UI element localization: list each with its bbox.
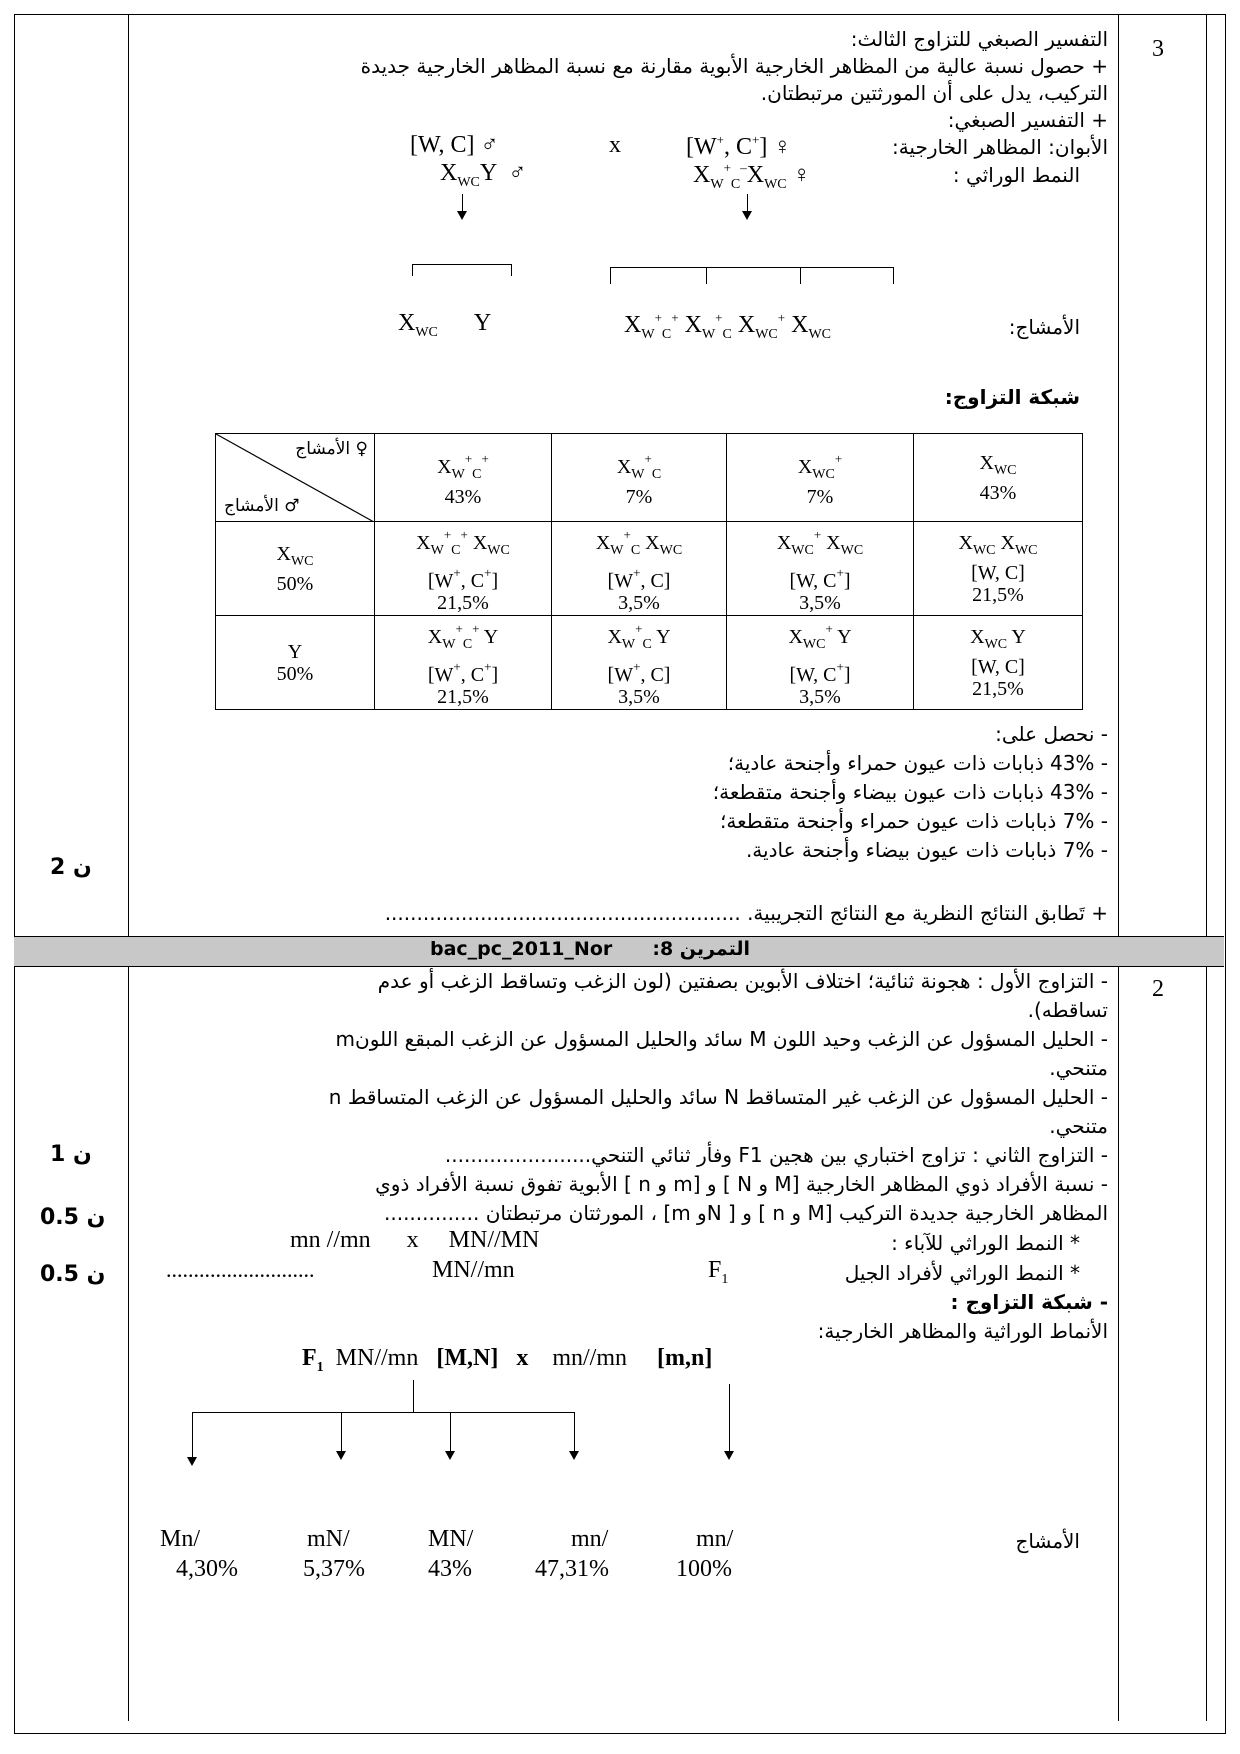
female-genotype: $X_W^+_C^-X_{WC}$ ♀ [693, 160, 811, 192]
section-b-line-1: - التزاوج الأول : هجونة ثنائية؛ اختلاف الأبوين بصفتين (لون الزغب وتساقط الزغب أو عدم [377, 969, 1108, 993]
question-number-b: 2 [1152, 976, 1164, 1002]
score-column-divider-b [128, 966, 129, 1721]
result-2: - 43% ذبابات ذات عيون بيضاء وأجنحة متقطعة؛ [712, 780, 1108, 804]
cell-1-4: $X_{WC}$ $X_{WC}$ [W, C] 21,5% [914, 522, 1083, 616]
conclusion: + تَطابق النتائج النظرية مع النتائج التجريبية. ........................................................ [384, 901, 1108, 925]
section-b-line-6: متنحي. [1049, 1114, 1108, 1138]
question-number-a: 3 [1152, 36, 1164, 62]
section-b-line-3: - الحليل المسؤول عن الزغب وحيد اللون M سائد والحليل المسؤول عن الزغب المبقع اللونm [335, 1027, 1108, 1051]
gamete-b-2: mN/ 5,37% [303, 1526, 365, 1582]
score-a: 2 ن [50, 855, 92, 880]
parents-genotype-label: * النمط الوراثي للآباء : [891, 1231, 1080, 1255]
result-4: - 7% ذبابات ذات عيون بيضاء وأجنحة عادية. [745, 838, 1108, 862]
cell-1-1: $X_W^+_C^+$ $X_{WC}$ [W+, C+] 21,5% [375, 522, 552, 616]
parents-genotype-value: mn //mn x MN//MN [290, 1227, 540, 1253]
score-b-3: 0.5 ن [40, 1262, 106, 1287]
female-gametes: $X_W^+_C^+$ $X_W^+_C$ $X_{WC}^+$ $X_{WC}$ [624, 310, 831, 342]
section-b-line-5: - الحليل المسؤول عن الزغب غير المتساقط N سائد والحليل المسؤول عن الزغب المتساقط n [328, 1085, 1108, 1109]
result-1: - 43% ذبابات ذات عيون حمراء وأجنحة عادية؛ [727, 751, 1108, 775]
gamete-b-3: MN/ 43% [428, 1526, 474, 1582]
gametes-label-b: الأمشاج [1015, 1529, 1080, 1553]
cell-2-3: $X_{WC}^+$ Y [W, C+] 3,5% [727, 616, 914, 710]
gametes-label-a: الأمشاج: [1008, 315, 1080, 339]
right-edge-divider [1206, 14, 1207, 936]
section-a-line-4: + التفسير الصبغي: [947, 108, 1108, 132]
section-a-line-1: التفسير الصبغي للتزاوج الثالث: [850, 27, 1108, 51]
results-title: - نحصل على: [995, 722, 1108, 746]
section-b-line-4: متنحي. [1049, 1056, 1108, 1080]
section-a-line-2: + حصول نسبة عالية من المظاهر الخارجية الأبوية مقارنة مع نسبة المظاهر الخارجية جديدة [360, 54, 1108, 78]
male-bracket [412, 264, 512, 265]
exercise-code: bac_pc_2011_Nor [430, 938, 613, 960]
female-bracket [610, 267, 894, 268]
male-phenotype: [W, C] ♂ [410, 132, 499, 158]
section-a-line-3: التركيب، يدل على أن المورثتين مرتبطتان. [760, 81, 1108, 105]
result-3: - 7% ذبابات ذات عيون حمراء وأجنحة متقطعة؛ [720, 809, 1108, 833]
cell-2-2: $X_W^+_C$ Y [W+, C] 3,5% [552, 616, 727, 710]
male-symbol: ♂ [480, 132, 499, 158]
genotype-label: النمط الوراثي : [952, 163, 1080, 187]
cross-line-b: $F_1$ MN//mn [M,N] x mn//mn [m,n] [302, 1345, 713, 1375]
right-edge-divider-b [1206, 966, 1207, 1721]
cell-1-2: $X_W^+_C$ $X_{WC}$ [W+, C] 3,5% [552, 522, 727, 616]
female-symbol: ♀ [773, 134, 792, 160]
gamete-b-1: Mn/ 4,30% [160, 1526, 238, 1582]
male-gamete-xwc: $X_{WC}$ 50% [216, 522, 375, 616]
section-b-line-7: - التزاوج الثاني : تزاوج اختباري بين هجين F1 وفأر ثنائي التنحي....................... [444, 1143, 1108, 1167]
crossing-grid [215, 433, 1083, 710]
f1-genotype-label: * النمط الوراثي لأفراد الجيل [844, 1261, 1080, 1285]
parent-gamete-arrow [729, 1384, 730, 1452]
cell-1-3: $X_{WC}^+$ $X_{WC}$ [W, C+] 3,5% [727, 522, 914, 616]
section-b-line-9: المظاهر الخارجية جديدة التركيب [M و n ] و [ Nو m] ، المورثتان مرتبطتان ............... [384, 1201, 1108, 1225]
cross-sign-a: x [609, 132, 621, 158]
number-column-divider-b [1118, 966, 1119, 1721]
male-arrow [462, 194, 463, 212]
parents-phenotype-label: الأبوان: المظاهر الخارجية: [891, 135, 1108, 159]
score-b-2: 0.5 ن [40, 1205, 106, 1230]
section-b-line-2: تساقطه). [1027, 998, 1108, 1022]
section-b-line-8: - نسبة الأفراد ذوي المظاهر الخارجية [M و N ] و [m و n ] الأبوية تفوق نسبة الأفراد ذوي [375, 1172, 1108, 1196]
score-b-1: 1 ن [50, 1142, 92, 1167]
gamete-b-4: mn/ 47,31% [535, 1526, 609, 1582]
female-gamete-3: $X_{WC}^+$ 7% [727, 434, 914, 522]
grid-corner-bottom: الأمشاج ♂ [224, 496, 300, 516]
grid-title-b: - شبكة التزاوج : [950, 1290, 1108, 1314]
female-phenotype: [W+, C+] ♀ [686, 132, 792, 160]
male-genotype: $X_{WC}Y$ ♂ [440, 160, 527, 190]
page-border [14, 14, 1226, 1734]
f1-dots: ........................... [166, 1257, 315, 1282]
f1-gamete-bracket [192, 1412, 574, 1413]
female-gamete-2: $X_W^+_C$ 7% [552, 434, 727, 522]
grid-subtitle-b: الأنماط الوراثية والمظاهر الخارجية: [817, 1319, 1108, 1343]
crossing-grid-title: شبكة التزاوج: [944, 385, 1080, 409]
number-column-divider [1118, 14, 1119, 936]
gamete-b-5: mn/ 100% [676, 1526, 734, 1582]
f1-label: $F_1$ [708, 1257, 729, 1287]
f1-genotype-value: MN//mn [432, 1257, 515, 1283]
male-gamete-y: Y 50% [216, 616, 375, 710]
cell-2-1: $X_W^+_C^+$ Y [W+, C+] 21,5% [375, 616, 552, 710]
female-gamete-4: $X_{WC}$ 43% [914, 434, 1083, 522]
score-column-divider [128, 14, 129, 936]
grid-corner [216, 434, 375, 522]
exercise-label: التمرين 8: [652, 938, 750, 960]
male-gametes: $X_{WC}$ Y [398, 310, 492, 340]
cell-2-4: $X_{WC}$ Y [W, C] 21,5% [914, 616, 1083, 710]
female-arrow [747, 194, 748, 212]
female-gamete-1: $X_W^+_C^+$ 43% [375, 434, 552, 522]
grid-corner-top: الأمشاج ♀ [295, 439, 368, 459]
